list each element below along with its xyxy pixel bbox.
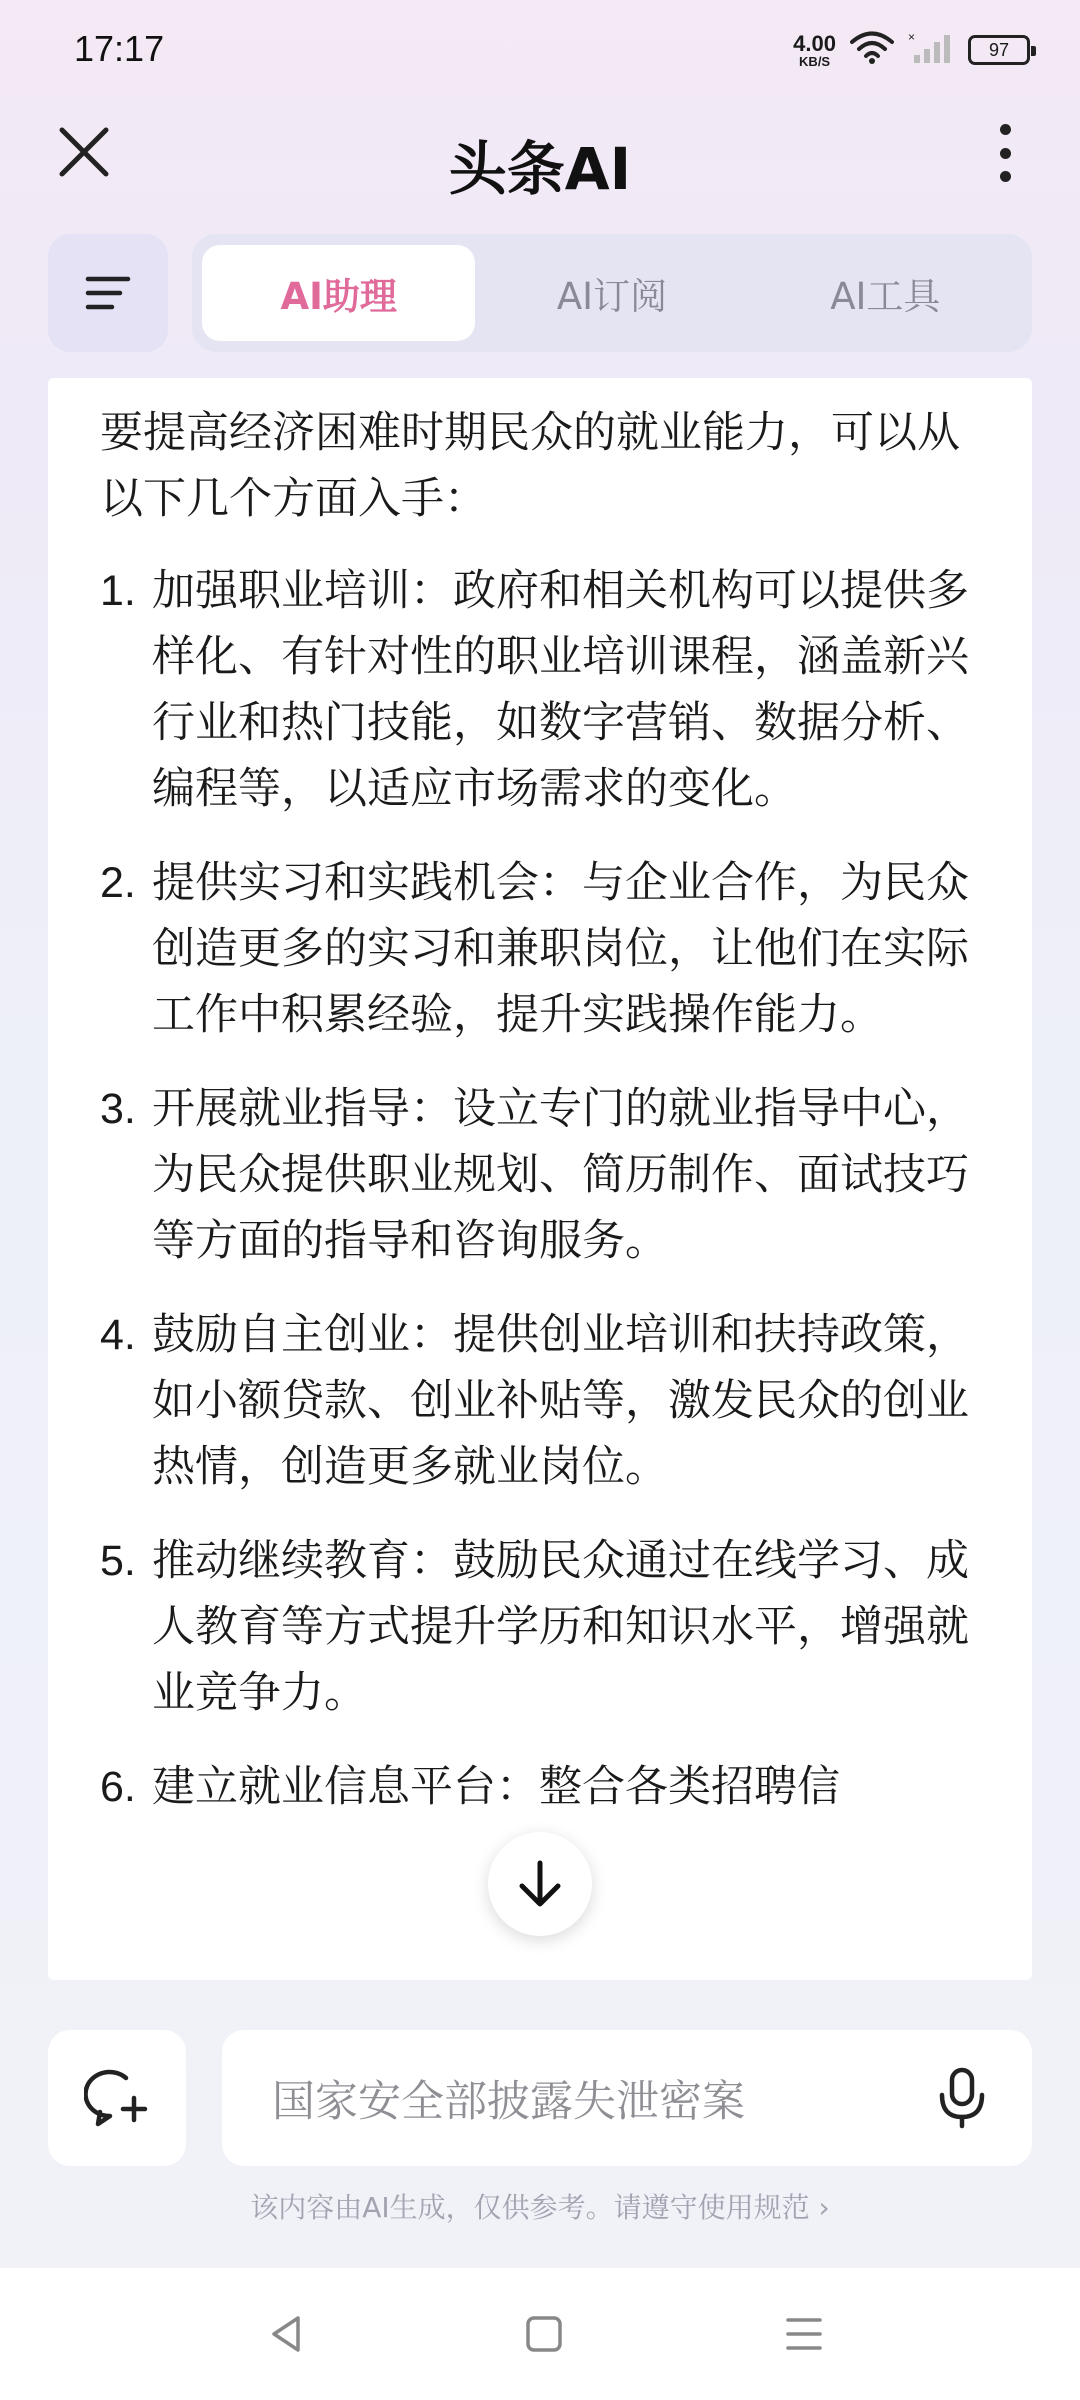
list-item bbox=[100, 558, 980, 822]
network-speed-value: 4.00 bbox=[793, 30, 836, 56]
list-item bbox=[100, 1302, 980, 1500]
list-item-text: 提供实习和实践机会：与企业合作，为民众创造更多的实习和兼职岗位，让他们在实际工作中积累经验，提升实践操作能力。 bbox=[152, 858, 969, 1040]
list-item-number: 6. bbox=[100, 1763, 136, 1811]
chat-input[interactable] bbox=[222, 2030, 1032, 2166]
list-item-text: 推动继续教育：鼓励民众通过在线学习、成人教育等方式提升学历和知识水平，增强就业竞争力。 bbox=[152, 1536, 969, 1718]
tab-bar bbox=[192, 234, 1032, 352]
list-item-number: 4. bbox=[100, 1311, 136, 1359]
menu-button[interactable] bbox=[48, 234, 168, 352]
nav-recents-button[interactable] bbox=[782, 2312, 826, 2356]
list-item-number: 2. bbox=[100, 859, 136, 907]
nav-back-button[interactable] bbox=[264, 2312, 308, 2356]
recents-menu-icon bbox=[784, 2316, 824, 2352]
list-item-number: 3. bbox=[100, 1085, 136, 1133]
microphone-icon bbox=[937, 2067, 987, 2129]
more-options-button[interactable] bbox=[990, 118, 1020, 188]
status-bar bbox=[0, 0, 1080, 100]
more-dot-icon bbox=[1000, 124, 1011, 135]
answer-intro: 要提高经济困难时期民众的就业能力，可以从以下几个方面入手： bbox=[100, 408, 960, 524]
battery-level: 97 bbox=[988, 39, 1010, 60]
list-item bbox=[100, 1754, 980, 1820]
ai-disclaimer-link[interactable]: 该内容由AI生成，仅供参考。请遵守使用规范 › bbox=[250, 2191, 830, 2224]
list-item bbox=[100, 1076, 980, 1274]
list-item-text: 鼓励自主创业：提供创业培训和扶持政策，如小额贷款、创业补贴等，激发民众的创业热情，创造更多就业岗位。 bbox=[152, 1310, 969, 1492]
network-speed bbox=[793, 30, 836, 69]
new-chat-button[interactable] bbox=[48, 2030, 186, 2166]
scroll-to-bottom-button[interactable] bbox=[488, 1832, 592, 1936]
list-item-number: 1. bbox=[100, 567, 136, 615]
system-navigation-bar bbox=[0, 2268, 1080, 2400]
back-triangle-icon bbox=[268, 2314, 304, 2354]
list-item-number: 5. bbox=[100, 1537, 136, 1585]
list-item-text: 开展就业指导：设立专门的就业指导中心，为民众提供职业规划、简历制作、面试技巧等方面的指导和咨询服务。 bbox=[152, 1084, 969, 1266]
voice-input-button[interactable] bbox=[930, 2066, 994, 2130]
list-item bbox=[100, 850, 980, 1048]
nav-home-button[interactable] bbox=[522, 2312, 566, 2356]
hamburger-menu-icon bbox=[84, 273, 132, 313]
more-dot-icon bbox=[1000, 171, 1011, 182]
header bbox=[0, 100, 1080, 210]
network-speed-unit: KB/S bbox=[799, 53, 831, 69]
battery-icon bbox=[968, 35, 1030, 65]
cellular-signal-icon bbox=[908, 31, 954, 69]
chat-input-placeholder: 国家安全部披露失泄密案 bbox=[272, 2076, 745, 2127]
tab-ai-subscription[interactable]: AI订阅 bbox=[556, 275, 668, 318]
more-dot-icon bbox=[1000, 148, 1011, 159]
tab-ai-assistant[interactable]: AI助理 bbox=[202, 245, 475, 341]
tab-ai-tools[interactable]: AI工具 bbox=[830, 275, 941, 318]
new-chat-icon bbox=[84, 2068, 150, 2128]
answer-content[interactable] bbox=[48, 378, 1032, 1980]
list-item-text: 建立就业信息平台：整合各类招聘信 bbox=[152, 1762, 840, 1812]
list-item-text: 加强职业培训：政府和相关机构可以提供多样化、有针对性的职业培训课程，涵盖新兴行业和热门技能，如数字营销、数据分析、编程等，以适应市场需求的变化。 bbox=[152, 566, 969, 814]
svg-text:×: × bbox=[908, 31, 916, 44]
list-item bbox=[100, 1528, 980, 1726]
wifi-icon bbox=[850, 31, 894, 69]
page-title: 头条AI bbox=[448, 135, 632, 203]
status-time: 17:17 bbox=[74, 28, 165, 69]
home-square-icon bbox=[525, 2315, 563, 2353]
arrow-down-icon bbox=[517, 1859, 563, 1909]
status-icons bbox=[793, 30, 1030, 70]
